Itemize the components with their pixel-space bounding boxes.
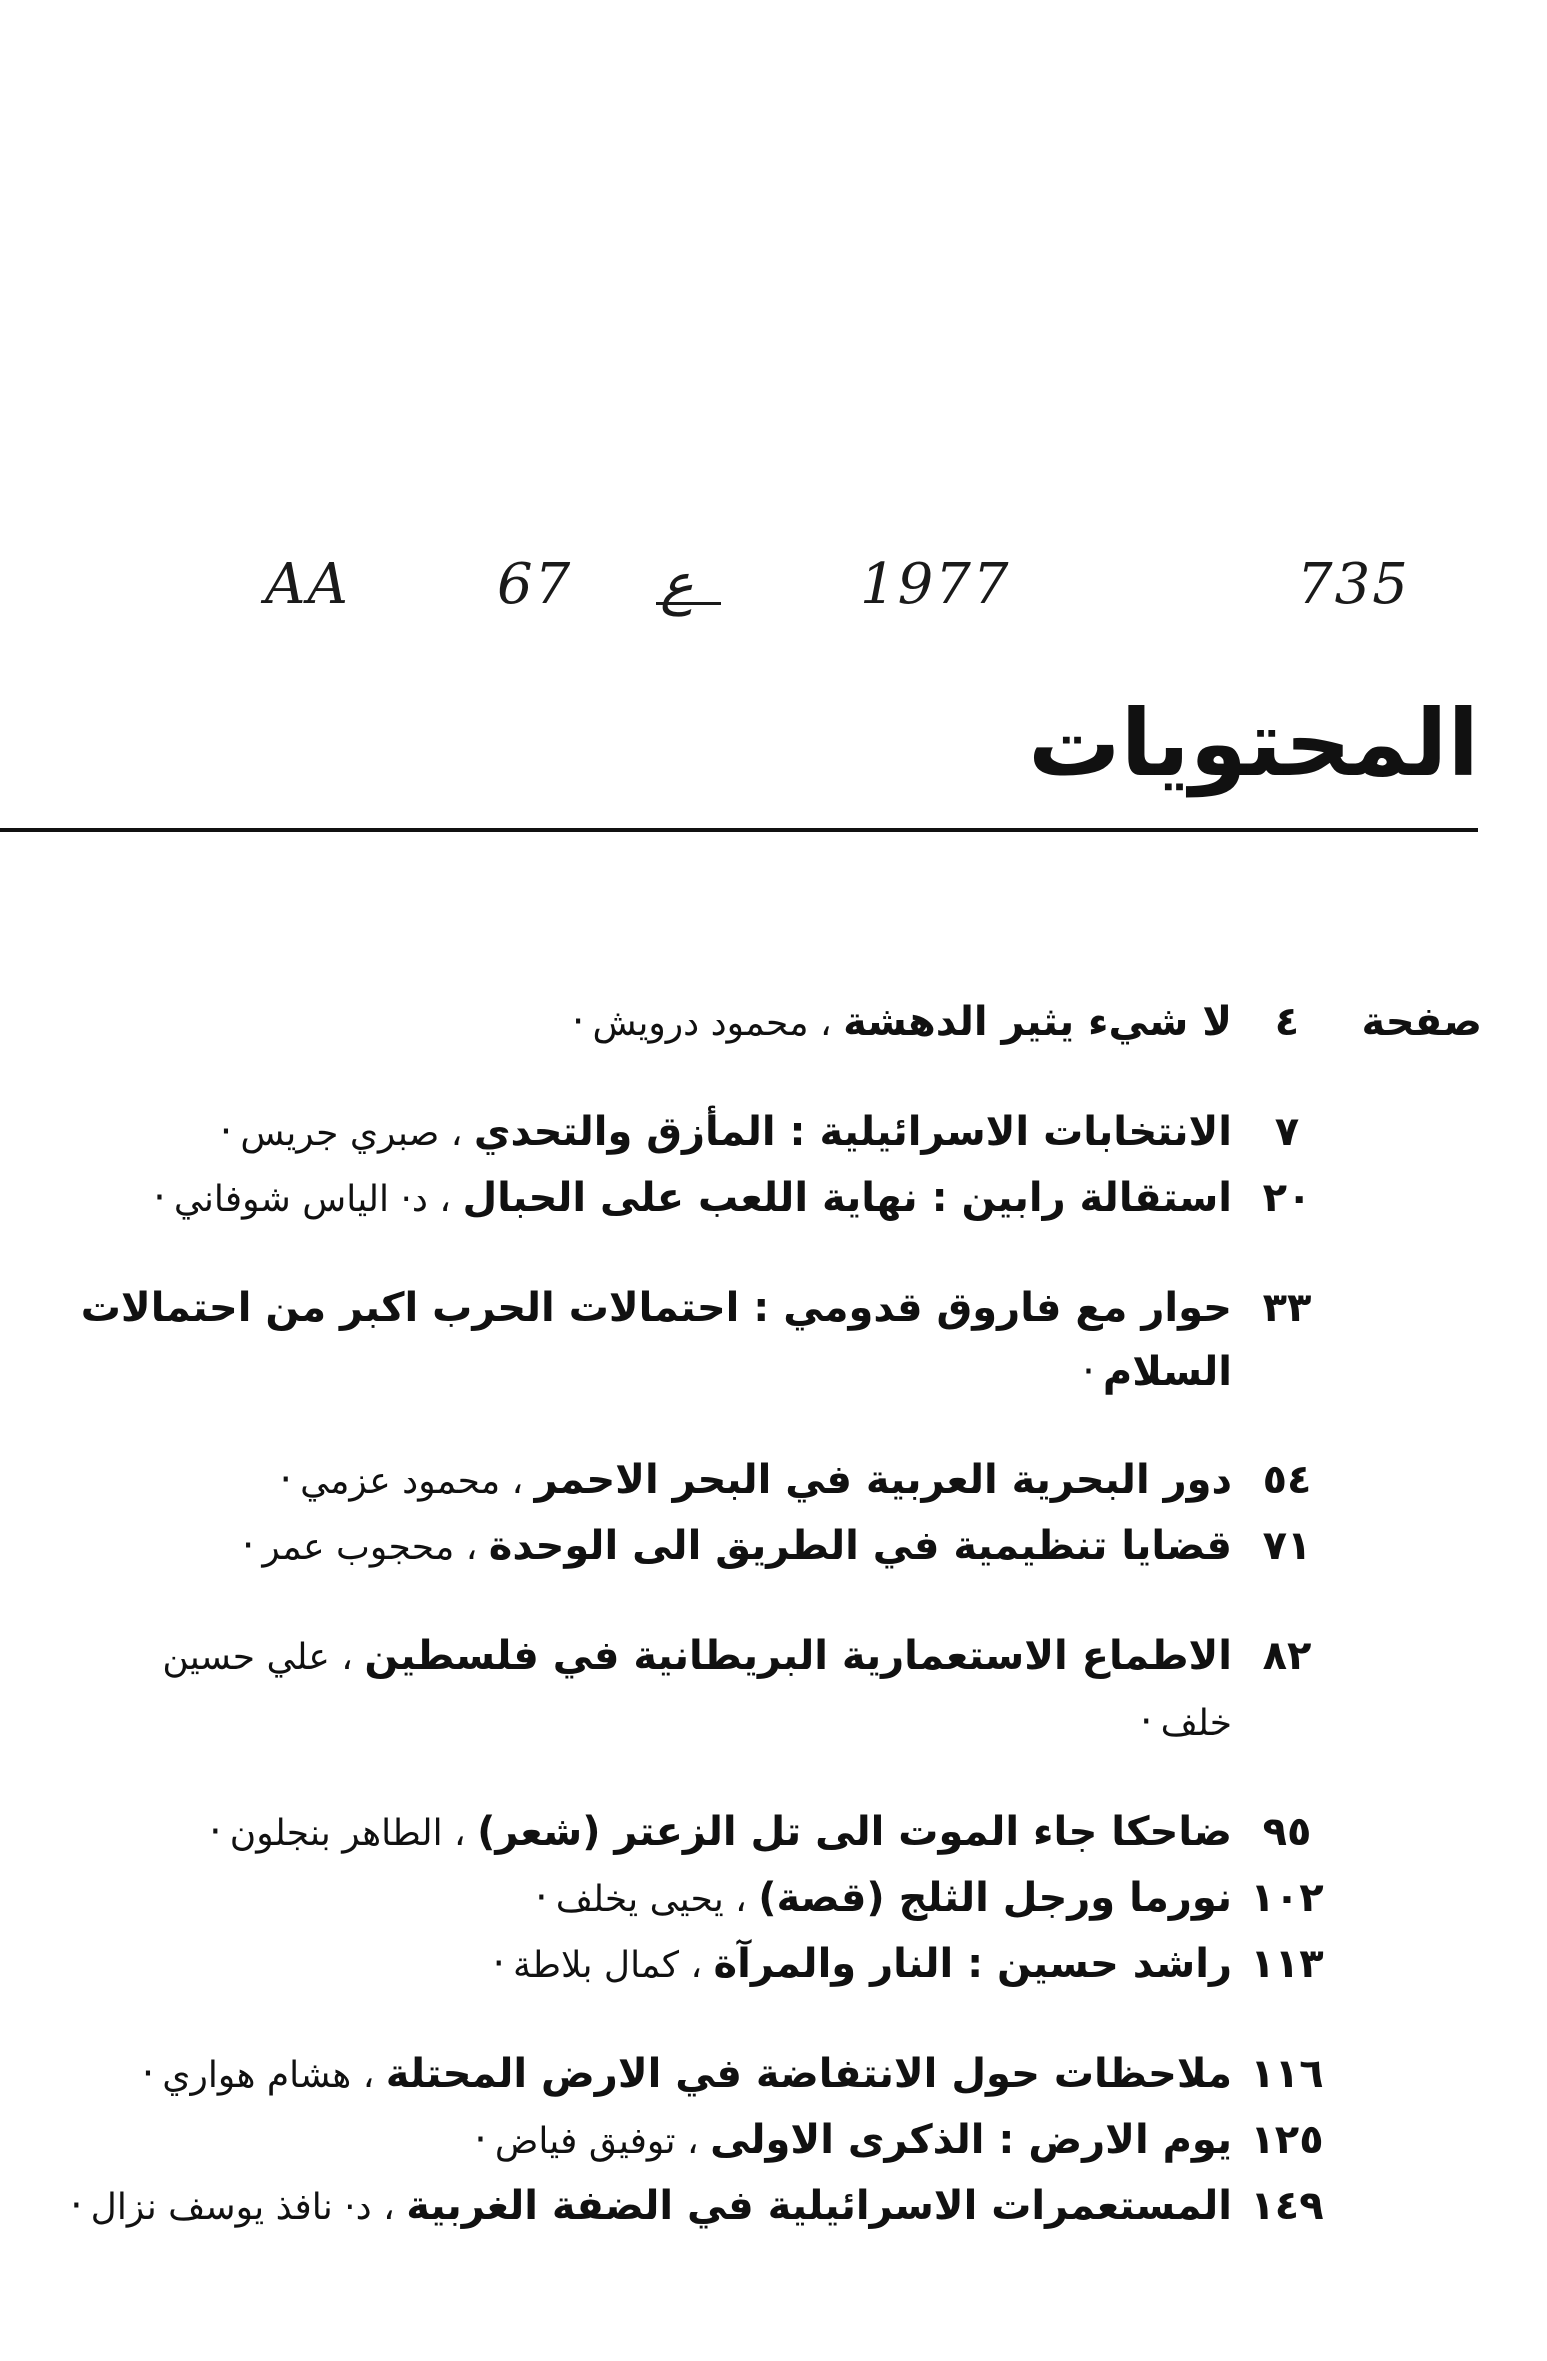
toc-page-number: ١٢٥ — [1250, 2117, 1324, 2163]
toc-entry-title: نورما ورجل الثلج (قصة) — [758, 1875, 1232, 1921]
toc-entry-title: راشد حسين : النار والمرآة — [713, 1941, 1232, 1987]
toc-entry-dot: · — [474, 2117, 487, 2163]
toc-entry-title: ملاحظات حول الانتفاضة في الارض المحتلة — [385, 2051, 1232, 2097]
handwritten-mark: 1977 — [860, 552, 1011, 617]
toc-entry-title: المستعمرات الاسرائيلية في الضفة الغربية — [406, 2183, 1232, 2229]
toc-entry-dot: · — [153, 1175, 166, 1221]
toc-entry-author: محمود عزمي — [300, 1461, 501, 1502]
toc-page-number: ٧١ — [1262, 1523, 1312, 1569]
toc-page-number: ١١٦ — [1250, 2051, 1324, 2097]
toc-entry-text: الاطماع الاستعمارية البريطانية في فلسطين ، علي حسين خلف· — [162, 1633, 1232, 1745]
toc-entry-title: الاطماع الاستعمارية البريطانية في فلسطين — [364, 1633, 1232, 1679]
toc-entry-title: الانتخابات الاسرائيلية : المأزق والتحدي — [473, 1109, 1232, 1155]
handwritten-mark: 735 — [1297, 552, 1410, 617]
title-divider — [0, 828, 1478, 832]
toc-entry-author: د· نافذ يوسف نزال — [90, 2187, 372, 2228]
toc-entry-dot: · — [492, 1941, 506, 1987]
handwritten-catalog-marks — [0, 552, 1547, 642]
toc-entry-dot: · — [279, 1457, 293, 1503]
toc-entry-dot: · — [69, 2183, 83, 2229]
toc-entry — [62, 2108, 1482, 2174]
toc-entry-text: ملاحظات حول الانتفاضة في الارض المحتلة ، هشام هواري· — [141, 2051, 1232, 2097]
toc-page-number: ١٤٩ — [1250, 2183, 1324, 2229]
toc-page-number: ٩٥ — [1262, 1809, 1312, 1855]
toc-entry-dot: · — [241, 1523, 255, 1569]
toc-entry-text — [62, 1276, 1232, 1404]
toc-page-number: ٧ — [1274, 1109, 1300, 1155]
page-title: المحتويات — [1028, 690, 1479, 797]
toc-entry — [62, 990, 1482, 1056]
toc-entry — [62, 1166, 1482, 1232]
toc-entry-title: قضايا تنظيمية في الطريق الى الوحدة — [488, 1523, 1232, 1569]
toc-entry-text: نورما ورجل الثلج (قصة) ، يحيى يخلف· — [535, 1875, 1232, 1921]
toc-entry — [62, 1866, 1482, 1932]
toc-entry — [62, 2042, 1482, 2108]
toc-entry — [62, 1100, 1482, 1166]
toc-page-number: ٣٣ — [1262, 1285, 1312, 1331]
handwritten-mark: AA — [265, 552, 350, 617]
toc-entry-author: علي حسين خلف — [162, 1637, 1232, 1744]
handwritten-mark: ع — [660, 552, 694, 617]
toc-page-number: ١٠٢ — [1250, 1875, 1324, 1921]
toc-entry-author: توفيق فياض — [494, 2121, 676, 2162]
toc-entry-title: استقالة رابين : نهاية اللعب على الحبال — [462, 1175, 1232, 1221]
toc-entry-author: صبري جريس — [240, 1113, 440, 1154]
handwritten-mark: 67 — [497, 552, 573, 617]
toc-entry-dot: · — [1082, 1349, 1095, 1395]
toc-entry — [62, 1624, 1482, 1756]
toc-page-number: ٨٢ — [1262, 1633, 1312, 1679]
toc-entry — [62, 1448, 1482, 1514]
toc-entry-dot: · — [219, 1109, 233, 1155]
toc-entry — [62, 1514, 1482, 1580]
toc-entry-dot: · — [571, 999, 585, 1045]
toc-page-number: ١١٣ — [1250, 1941, 1324, 1987]
toc-entry — [62, 1276, 1482, 1404]
toc-entry-title: دور البحرية العربية في البحر الاحمر — [534, 1457, 1232, 1503]
toc-entry-author: محجوب عمر — [262, 1527, 455, 1568]
toc-entry-dot: · — [535, 1875, 548, 1921]
toc-entry-text: ضاحكا جاء الموت الى تل الزعتر (شعر) ، الطاهر بنجلون· — [209, 1809, 1232, 1855]
toc-page-number: ٥٤ — [1262, 1457, 1312, 1503]
toc-entry-text: راشد حسين : النار والمرآة ، كمال بلاطة· — [492, 1941, 1232, 1987]
toc-entry-title: يوم الارض : الذكرى الاولى — [710, 2117, 1232, 2163]
toc-entry-text: الانتخابات الاسرائيلية : المأزق والتحدي ، صبري جريس· — [219, 1109, 1232, 1155]
toc-entry-text: قضايا تنظيمية في الطريق الى الوحدة ، محجوب عمر· — [241, 1523, 1232, 1569]
toc-entry-title: حوار مع فاروق قدومي : احتمالات الحرب اكبر من احتمالات السلام — [80, 1285, 1232, 1395]
toc-entry-title: ضاحكا جاء الموت الى تل الزعتر (شعر) — [477, 1809, 1232, 1855]
toc-entry-title: لا شيء يثير الدهشة — [843, 999, 1232, 1045]
toc-entry-dot: · — [1139, 1699, 1153, 1745]
toc-entry — [62, 1932, 1482, 1998]
toc-entry-author: هشام هواري — [162, 2055, 352, 2096]
toc-page-number: ٤ — [1274, 999, 1300, 1045]
toc-entry-dot: · — [209, 1809, 222, 1855]
toc-entry — [62, 1800, 1482, 1866]
toc-entry — [62, 2174, 1482, 2240]
toc-entry-text: المستعمرات الاسرائيلية في الضفة الغربية ، د· نافذ يوسف نزال· — [69, 2183, 1232, 2229]
toc-entry-text: دور البحرية العربية في البحر الاحمر ، محمود عزمي· — [279, 1457, 1232, 1503]
toc-entry-text: يوم الارض : الذكرى الاولى ، توفيق فياض· — [474, 2117, 1232, 2163]
toc-entry-dot: · — [141, 2051, 155, 2097]
toc-entry-text: استقالة رابين : نهاية اللعب على الحبال ، د· الياس شوفاني· — [153, 1175, 1232, 1221]
toc-entry-text: لا شيء يثير الدهشة ، محمود درويش· — [571, 999, 1232, 1045]
toc-entry-author: الطاهر بنجلون — [229, 1813, 443, 1854]
toc-entry-author: يحيى يخلف — [555, 1879, 724, 1920]
toc-page-number: ٢٠ — [1262, 1175, 1312, 1221]
page-column-label: صفحة — [1361, 999, 1482, 1045]
toc-entry-author: د· الياس شوفاني — [173, 1179, 428, 1220]
toc-entry-author: كمال بلاطة — [513, 1945, 680, 1986]
toc-entry-author: محمود درويش — [592, 1003, 809, 1044]
table-of-contents — [62, 990, 1482, 2240]
